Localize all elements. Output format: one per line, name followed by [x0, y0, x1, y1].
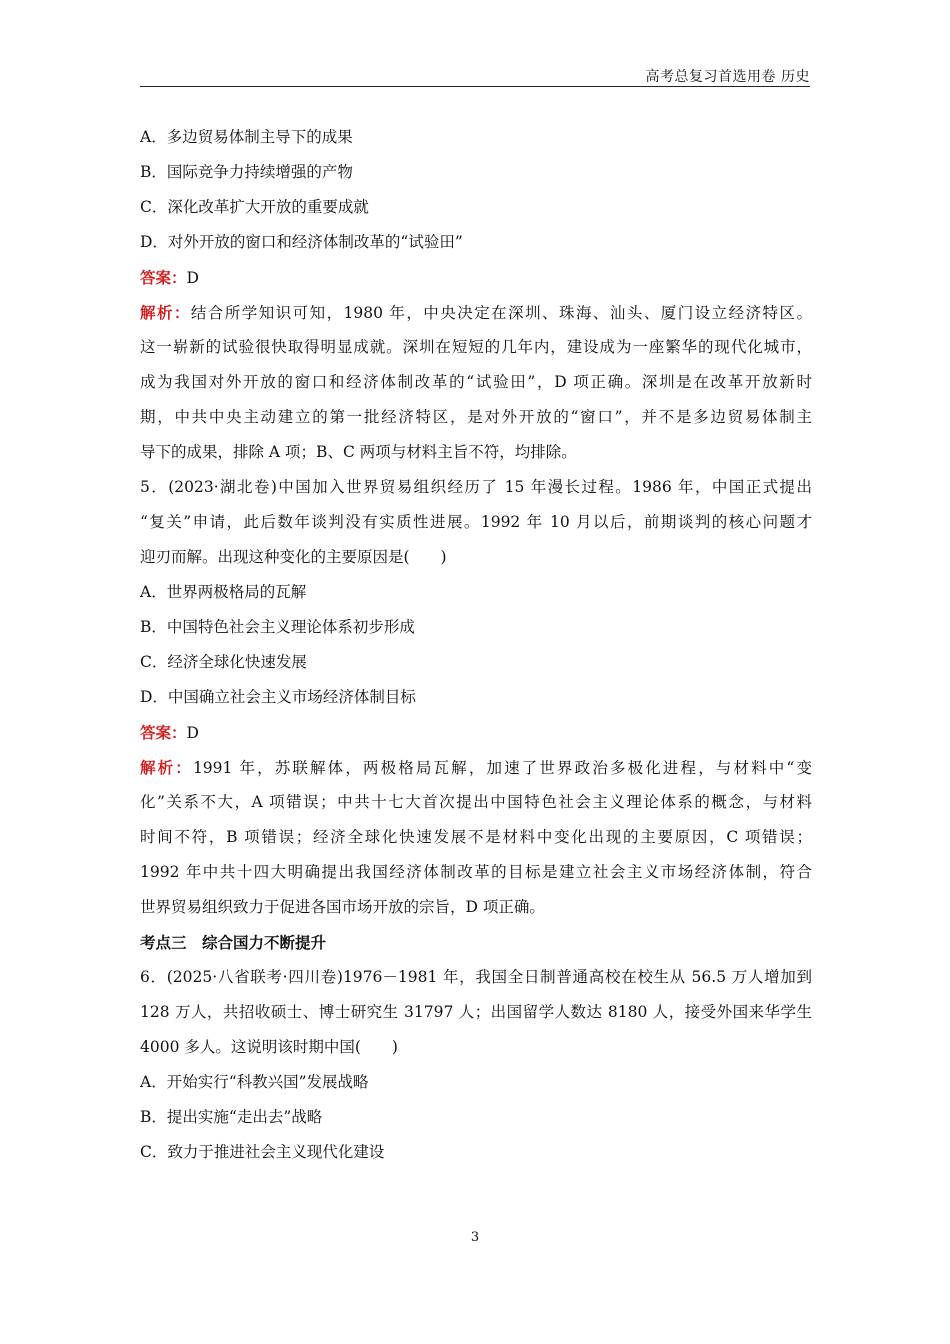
q6-option-a: A．开始实行“科教兴国”发展战略 — [140, 1073, 369, 1091]
q4-analysis-line: 期，中共中央主动建立的第一批经济特区，是对外开放的“窗口”，并不是多边贸易体制主 — [140, 408, 812, 426]
q4-option-b: B．国际竞争力持续增强的产物 — [140, 163, 353, 181]
page-number: 3 — [470, 1230, 480, 1245]
q4-analysis-line: 导下的成果，排除 A 项；B、C 两项与材料主旨不符，均排除。 — [140, 443, 577, 461]
q6-stem-line: 128 万人，共招收硕士、博士研究生 31797 人；出国留学人数达 8180 人，接受外国来华学生 — [140, 1003, 812, 1021]
q4-option-d: D．对外开放的窗口和经济体制改革的“试验田” — [140, 233, 463, 251]
page-header — [140, 66, 810, 87]
q5-option-c: C．经济全球化快速发展 — [140, 653, 307, 671]
q4-analysis-line: 成为我国对外开放的窗口和经济体制改革的“试验田”，D 项正确。深圳是在改革开放新时 — [140, 373, 812, 391]
section-title: 考点三 综合国力不断提升 — [140, 933, 327, 952]
q5-answer — [140, 715, 812, 750]
q4-analysis-line — [140, 295, 812, 330]
q6-option-b: B．提出实施“走出去”战略 — [140, 1108, 323, 1126]
q4-answer — [140, 260, 812, 295]
q6-option-c: C．致力于推进社会主义现代化建设 — [140, 1143, 385, 1161]
q5-stem-line: “复关”申请，此后数年谈判没有实质性进展。1992 年 10 月以后，前期谈判的核心问题才 — [140, 513, 812, 531]
q4-option-c: C．深化改革扩大开放的重要成就 — [140, 198, 369, 216]
q5-option-a: A．世界两极格局的瓦解 — [140, 583, 307, 601]
q5-analysis-line: 1992 年中共十四大明确提出我国经济体制改革的目标是建立社会主义市场经济体制，符合 — [140, 863, 812, 881]
q5-analysis-line: 化”关系不大，A 项错误；中共十七大首次提出中国特色社会主义理论体系的概念，与材料 — [140, 793, 812, 811]
q6-stem-line: 4000 多人。这说明该时期中国( ) — [140, 1038, 398, 1056]
q5-option-d: D．中国确立社会主义市场经济体制目标 — [140, 688, 416, 706]
q5-stem-line: 迎刃而解。出现这种变化的主要原因是( ) — [140, 548, 447, 566]
answer-label: 答案： — [140, 723, 187, 742]
header-title: 高考总复习首选用卷 历史 — [645, 69, 810, 85]
q5-option-b: B．中国特色社会主义理论体系初步形成 — [140, 618, 415, 636]
answer-value: D — [186, 269, 199, 287]
q4-analysis-line: 这一崭新的试验很快取得明显成就。深圳在短短的几年内，建设成为一座繁华的现代化城市， — [140, 338, 812, 356]
q5-stem-line: 5．(2023·湖北卷)中国加入世界贸易组织经历了 15 年漫长过程。1986 年，中国正式提出 — [140, 478, 812, 496]
analysis-text: 1991 年，苏联解体，两极格局瓦解，加速了世界政治多极化进程，与材料中“变 — [192, 759, 812, 777]
q5-analysis-line: 世界贸易组织致力于促进各国市场开放的宗旨，D 项正确。 — [140, 898, 545, 916]
answer-label: 答案： — [140, 268, 187, 287]
q5-analysis-line: 时间不符，B 项错误；经济全球化快速发展不是材料中变化出现的主要原因，C 项错误； — [140, 828, 812, 846]
q5-analysis-line — [140, 750, 812, 785]
answer-value: D — [186, 724, 199, 742]
page-content — [140, 120, 812, 1170]
analysis-label: 解析： — [140, 303, 191, 322]
analysis-text: 结合所学知识可知，1980 年，中央决定在深圳、珠海、汕头、厦门设立经济特区。 — [190, 304, 812, 322]
analysis-label: 解析： — [140, 758, 193, 777]
q4-option-a: A．多边贸易体制主导下的成果 — [140, 128, 353, 146]
q6-stem-line: 6．(2025·八省联考·四川卷)1976－1981 年，我国全日制普通高校在校生从 56.5 万人增加到 — [140, 968, 812, 986]
